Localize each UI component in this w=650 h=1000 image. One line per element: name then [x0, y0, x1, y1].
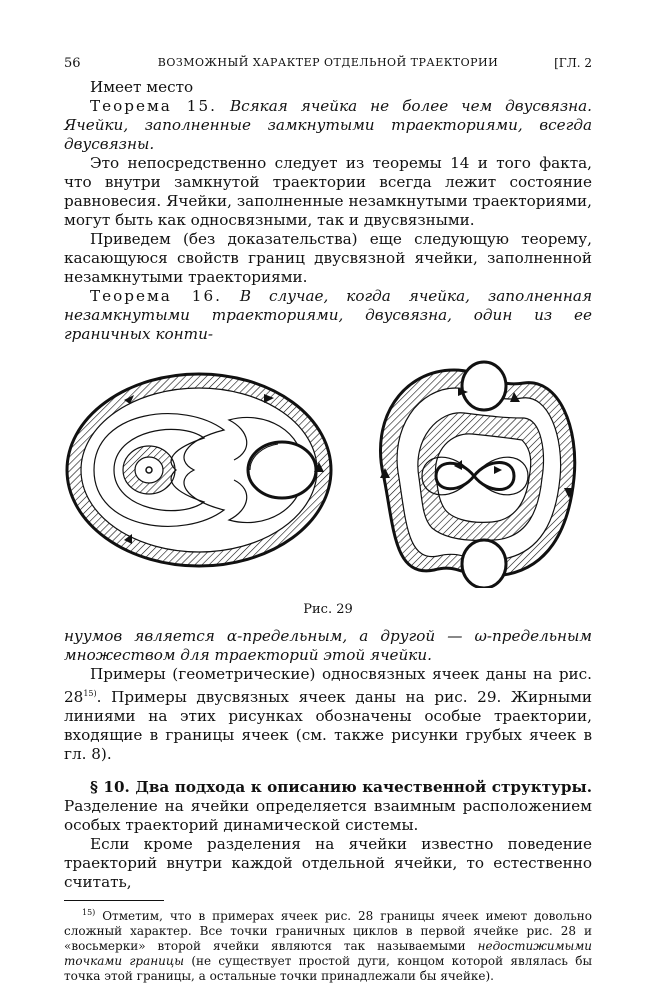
footnote-divider	[64, 900, 164, 901]
theorem-label: Теорема 15.	[90, 97, 217, 115]
footnote: $^{15)}$ Отметим, что в примерах ячеек рис. 28 границы ячеек имеют довольно сложный характер. Все точки граничных циклов в первой ячейке рис. 28 и «восьмерки» второй ячейки являются так называемыми недостижимыми точками границы (не существует простой дуги, концом которой являлась бы точка этой границы, а остальные точки принадлежали бы ячейке).	[64, 908, 592, 984]
paragraph: Если кроме разделения на ячейки известно поведение траекторий внутри каждой отдельной ячейки, то естественно считать,	[64, 835, 592, 892]
book-page	[64, 56, 592, 984]
paragraph: Это непосредственно следует из теоремы 14 и того факта, что внутри замкнутой траектории всегда лежит состояние равновесия. Ячейки, заполненные незамкнутыми траекториями, могут быть как односвязными, так и двусвязными.	[64, 154, 592, 229]
footnote-ref[interactable]: 15)	[83, 689, 97, 698]
paragraph: Примеры (геометрические) односвязных ячеек даны на рис. 28$^{15)}$. Примеры двусвязных ячеек даны на рис. 29. Жирными линиями на этих рисунках обозначены особые траектории, входящие в границы ячеек (см. также рисунки грубых ячеек в гл. 8).	[64, 665, 592, 764]
section-title: § 10. Два подхода к описанию качественной структуры.	[90, 778, 592, 797]
figure-right-cell	[364, 358, 584, 588]
theorem-16	[64, 287, 592, 344]
paragraph: Приведем (без доказательства) еще следующую теорему, касающуюся свойств границ двусвязной ячейки, заполненной незамкнутыми траекториями.	[64, 230, 592, 286]
running-header	[64, 56, 592, 78]
figure-29	[64, 348, 592, 598]
running-title: ВОЗМОЖНЫЙ ХАРАКТЕР ОТДЕЛЬНОЙ ТРАЕКТОРИИ	[157, 56, 499, 69]
chapter-label: [ГЛ. 2	[554, 56, 592, 70]
theorem-text: В случае, когда ячейка, заполненная незамкнутыми траекториями, двусвязна, один из ее граничных конти-	[64, 287, 592, 343]
theorem-text: Всякая ячейка не более чем двусвязна. Ячейки, заполненные замкнутыми траекториями, всегда двусвязны.	[64, 97, 592, 153]
footnote-marker: 15)	[82, 908, 96, 918]
page-number: 56	[64, 56, 81, 71]
paragraph: Имеет место	[90, 78, 194, 96]
theorem-15	[64, 97, 592, 154]
section-10: § 10. Два подхода к описанию качественной структуры. Разделение на ячейки определяется взаимным расположением особых траекторий динамической системы.	[64, 778, 592, 835]
paragraph	[64, 627, 592, 665]
theorem-label: Теорема 16.	[90, 287, 222, 305]
figure-caption: Рис. 29	[303, 602, 353, 617]
figure-left-cell	[64, 370, 334, 570]
theorem-text-continued: нуумов является α-предельным, а другой — ω-предельным множеством для траекторий этой ячейки.	[64, 627, 592, 664]
